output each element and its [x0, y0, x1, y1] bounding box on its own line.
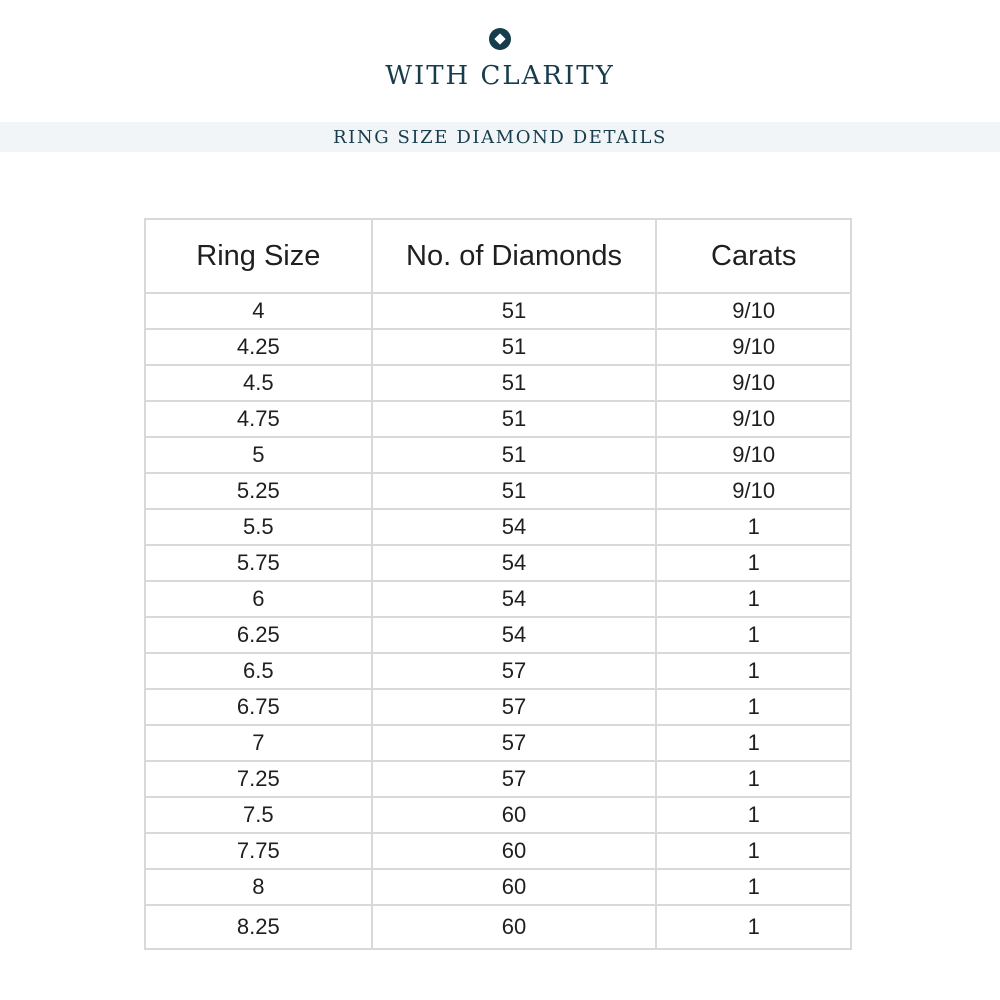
carats-cell: 1	[656, 545, 851, 581]
carats-cell: 1	[656, 581, 851, 617]
diamond-count-cell: 54	[372, 617, 657, 653]
carats-cell: 1	[656, 653, 851, 689]
table-row	[145, 833, 851, 869]
ring-size-cell: 5.5	[145, 509, 372, 545]
diamond-count-cell: 51	[372, 329, 657, 365]
diamond-count-cell: 60	[372, 797, 657, 833]
table-row	[145, 905, 851, 949]
ring-size-cell: 5.25	[145, 473, 372, 509]
ring-size-cell: 6	[145, 581, 372, 617]
diamond-count-cell: 57	[372, 653, 657, 689]
ring-size-cell: 7	[145, 725, 372, 761]
section-title: RING SIZE DIAMOND DETAILS	[333, 127, 667, 148]
brand-name: WITH CLARITY	[385, 61, 615, 91]
carats-cell: 1	[656, 797, 851, 833]
header-diamond-count: No. of Diamonds	[372, 219, 657, 293]
carats-cell: 1	[656, 725, 851, 761]
diamond-count-cell: 54	[372, 545, 657, 581]
ring-size-cell: 8.25	[145, 905, 372, 949]
ring-size-cell: 7.5	[145, 797, 372, 833]
diamond-count-cell: 60	[372, 833, 657, 869]
header-ring-size: Ring Size	[145, 219, 372, 293]
carats-cell: 1	[656, 509, 851, 545]
carats-cell: 1	[656, 689, 851, 725]
carats-cell: 9/10	[656, 329, 851, 365]
ring-size-cell: 4.25	[145, 329, 372, 365]
table-row	[145, 761, 851, 797]
carats-cell: 9/10	[656, 365, 851, 401]
ring-size-cell: 7.75	[145, 833, 372, 869]
table-row	[145, 329, 851, 365]
diamond-count-cell: 54	[372, 581, 657, 617]
ring-size-cell: 4	[145, 293, 372, 329]
ring-size-cell: 6.25	[145, 617, 372, 653]
carats-cell: 1	[656, 905, 851, 949]
carats-cell: 1	[656, 617, 851, 653]
ring-size-cell: 8	[145, 869, 372, 905]
table-header-row	[145, 219, 851, 293]
diamond-count-cell: 51	[372, 401, 657, 437]
ring-size-cell: 5	[145, 437, 372, 473]
header-carats: Carats	[656, 219, 851, 293]
table-row	[145, 365, 851, 401]
table-row	[145, 437, 851, 473]
table-row	[145, 869, 851, 905]
carats-cell: 9/10	[656, 293, 851, 329]
diamond-count-cell: 60	[372, 905, 657, 949]
carats-cell: 1	[656, 761, 851, 797]
diamond-count-cell: 57	[372, 761, 657, 797]
diamond-count-cell: 51	[372, 365, 657, 401]
table-row	[145, 617, 851, 653]
table-row	[145, 689, 851, 725]
diamond-count-cell: 51	[372, 437, 657, 473]
ring-size-cell: 4.5	[145, 365, 372, 401]
table-row	[145, 725, 851, 761]
carats-cell: 9/10	[656, 437, 851, 473]
diamond-count-cell: 51	[372, 473, 657, 509]
table-row	[145, 509, 851, 545]
ring-size-cell: 5.75	[145, 545, 372, 581]
carats-cell: 9/10	[656, 401, 851, 437]
table-row	[145, 797, 851, 833]
ring-size-cell: 6.75	[145, 689, 372, 725]
table-row	[145, 293, 851, 329]
carats-cell: 1	[656, 869, 851, 905]
diamond-count-cell: 57	[372, 725, 657, 761]
diamond-count-cell: 51	[372, 293, 657, 329]
table-row	[145, 401, 851, 437]
table-row	[145, 653, 851, 689]
carats-cell: 1	[656, 833, 851, 869]
diamond-logo-icon	[489, 28, 511, 50]
ring-size-table	[144, 218, 852, 950]
ring-size-cell: 7.25	[145, 761, 372, 797]
diamond-count-cell: 57	[372, 689, 657, 725]
section-banner	[0, 122, 1000, 152]
table-row	[145, 581, 851, 617]
table-row	[145, 545, 851, 581]
carats-cell: 9/10	[656, 473, 851, 509]
ring-size-cell: 6.5	[145, 653, 372, 689]
table-row	[145, 473, 851, 509]
diamond-count-cell: 54	[372, 509, 657, 545]
ring-size-cell: 4.75	[145, 401, 372, 437]
diamond-count-cell: 60	[372, 869, 657, 905]
